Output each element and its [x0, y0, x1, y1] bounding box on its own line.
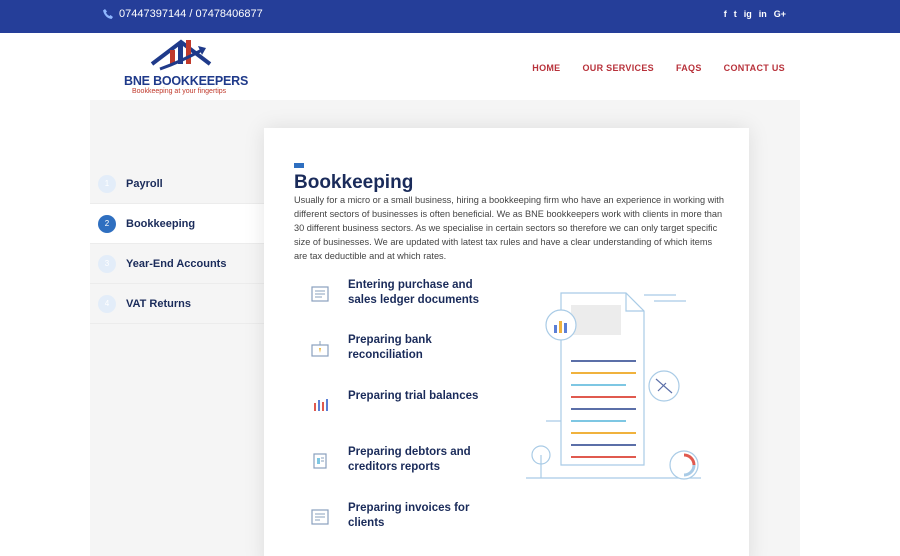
main-nav: [532, 63, 785, 73]
title-accent-bar: [294, 163, 304, 168]
service-item: [308, 501, 498, 531]
trial-balance-chart-icon: [308, 393, 332, 417]
panel-description: Usually for a micro or a small business, hiring a bookkeeping firm who have an experience in working with different sectors of businesses is often beneficial. We as BNE bookkeepers work with clients in more than 30 different business sectors. As we specialise in certain sectors so therefore we can only target specific size of businesses. We are updated with latest tax rules and have a clear understanding of which items are tax deductible and at which rates.: [294, 195, 724, 261]
linkedin-icon[interactable]: in: [758, 9, 767, 19]
debtors-report-icon: [308, 449, 332, 473]
nav-our-services[interactable]: OUR SERVICES: [582, 63, 654, 73]
tab-year-end-accounts[interactable]: [90, 244, 264, 284]
tab-label: Bookkeeping: [126, 217, 196, 230]
service-tabs: [90, 164, 264, 324]
tab-bookkeeping[interactable]: [90, 204, 264, 244]
service-label: Entering purchase and sales ledger documents: [348, 279, 480, 306]
service-label: Preparing debtors and creditors reports: [348, 446, 471, 473]
ledger-document-icon: [308, 282, 332, 306]
service-label: Preparing bank reconciliation: [348, 334, 432, 361]
phone-icon: [103, 9, 113, 19]
social-links: [724, 9, 786, 19]
tab-content-panel: [264, 128, 749, 556]
nav-contact-us[interactable]: CONTACT US: [723, 63, 785, 73]
phone-numbers: 07447397144 / 07478406877: [119, 8, 263, 20]
nav-home[interactable]: HOME: [532, 63, 561, 73]
twitter-icon[interactable]: t: [733, 9, 737, 19]
service-item: [308, 389, 498, 417]
instagram-icon[interactable]: ig: [743, 9, 752, 19]
facebook-icon[interactable]: f: [723, 9, 727, 19]
phone-contact[interactable]: [103, 8, 263, 20]
logo-house-chart-icon: [150, 36, 212, 74]
tab-label: Year-End Accounts: [126, 257, 227, 270]
tab-label: Payroll: [126, 177, 163, 190]
site-logo[interactable]: [122, 36, 249, 96]
panel-title: Bookkeeping: [294, 172, 414, 193]
bookkeeping-document-illustration: [526, 283, 711, 493]
tab-payroll[interactable]: [90, 164, 264, 204]
service-item: [308, 333, 498, 363]
service-item: [308, 278, 498, 308]
invoice-document-icon: [308, 505, 332, 529]
tab-number: 3: [98, 255, 116, 273]
tab-number: 1: [98, 175, 116, 193]
tab-vat-returns[interactable]: [90, 284, 264, 324]
top-bar: [0, 0, 900, 33]
tab-number: 2: [98, 215, 116, 233]
tab-number: 4: [98, 295, 116, 313]
site-header: [0, 33, 900, 99]
nav-faqs[interactable]: FAQS: [675, 63, 702, 73]
logo-tagline: Bookkeeping at your fingertips: [132, 88, 227, 95]
google-plus-icon[interactable]: G+: [773, 9, 786, 19]
service-label: Preparing trial balances: [348, 390, 479, 402]
service-label: Preparing invoices for clients: [348, 502, 470, 529]
logo-brand-text: BNE BOOKKEEPERS: [124, 74, 249, 88]
service-item: [308, 445, 498, 475]
tab-label: VAT Returns: [126, 297, 191, 310]
bank-reconciliation-icon: [308, 337, 332, 361]
